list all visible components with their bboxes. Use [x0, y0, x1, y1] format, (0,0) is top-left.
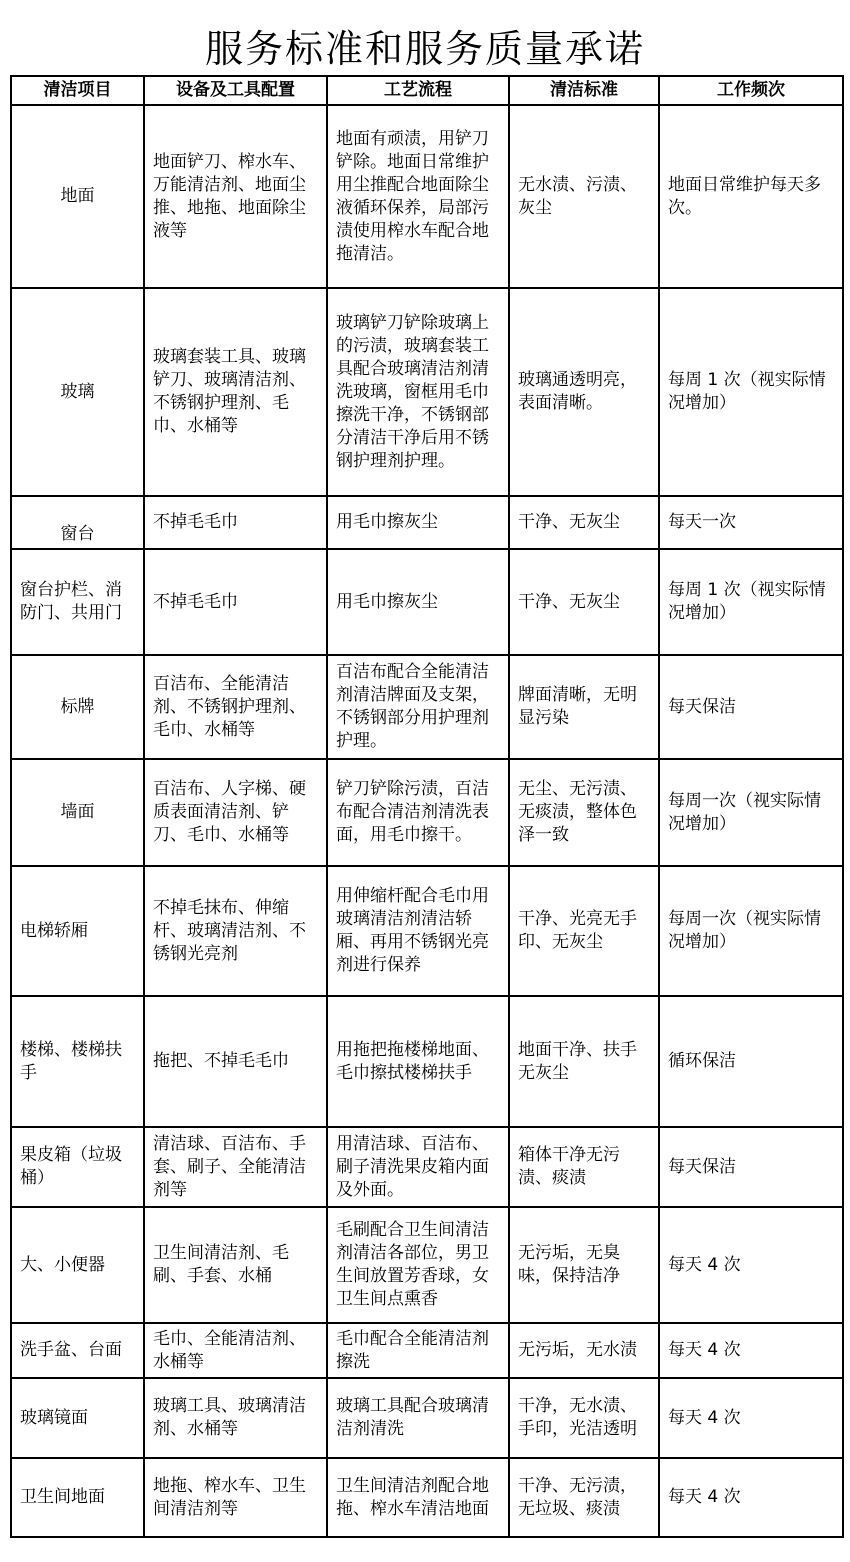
cell-standard: 无尘、无污渍、无痰渍，整体色泽一致: [509, 759, 659, 866]
table-row: [11, 105, 843, 288]
column-header-frequency: 工作频次: [659, 76, 843, 105]
table-row: [11, 1378, 843, 1458]
cell-standard: 干净、光亮无手印、无灰尘: [509, 866, 659, 996]
cell-frequency: 每天一次: [659, 496, 843, 549]
cell-process: 用清洁球、百洁布、刷子清洗果皮箱内面及外面。: [327, 1127, 509, 1207]
cell-process: 用伸缩杆配合毛巾用玻璃清洁剂清洁轿厢、再用不锈钢光亮剂进行保养: [327, 866, 509, 996]
table-row: [11, 549, 843, 655]
cell-process: 毛巾配合全能清洁剂擦洗: [327, 1323, 509, 1378]
cell-standard: 干净、无灰尘: [509, 496, 659, 549]
cell-frequency: 地面日常维护每天多次。: [659, 105, 843, 288]
cell-equipment: 拖把、不掉毛毛巾: [144, 996, 327, 1127]
column-header-standard: 清洁标准: [509, 76, 659, 105]
table-row: [11, 1458, 843, 1537]
cell-standard: 干净、无污渍，无垃圾、痰渍: [509, 1458, 659, 1537]
cell-equipment: 地拖、榨水车、卫生间清洁剂等: [144, 1458, 327, 1537]
cell-process: 地面有顽渍，用铲刀铲除。地面日常维护用尘推配合地面除尘液循环保养，局部污渍使用榨水车配合地拖清洁。: [327, 105, 509, 288]
cell-frequency: 每天 4 次: [659, 1458, 843, 1537]
table-row: [11, 288, 843, 496]
cell-standard: 无污垢，无水渍: [509, 1323, 659, 1378]
page-title: 服务标准和服务质量承诺: [204, 27, 645, 71]
cell-item: 墙面: [11, 759, 144, 866]
cell-frequency: 每周 1 次（视实际情况增加）: [659, 288, 843, 496]
cell-item: 洗手盆、台面: [11, 1323, 144, 1378]
cell-equipment: 玻璃套装工具、玻璃铲刀、玻璃清洁剂、不锈钢护理剂、毛巾、水桶等: [144, 288, 327, 496]
cell-process: 用拖把拖楼梯地面、毛巾擦拭楼梯扶手: [327, 996, 509, 1127]
cell-item: 电梯轿厢: [11, 866, 144, 996]
cell-item: 果皮箱（垃圾桶）: [11, 1127, 144, 1207]
table-row: [11, 866, 843, 996]
table-header-row: [11, 76, 843, 105]
column-header-process: 工艺流程: [327, 76, 509, 105]
cell-frequency: 每天 4 次: [659, 1323, 843, 1378]
cell-standard: 箱体干净无污渍、痰渍: [509, 1127, 659, 1207]
cell-frequency: 循环保洁: [659, 996, 843, 1127]
cell-process: 用毛巾擦灰尘: [327, 549, 509, 655]
cell-frequency: 每周一次（视实际情况增加）: [659, 759, 843, 866]
service-standard-table: [10, 75, 844, 1538]
cell-equipment: 不掉毛抹布、伸缩杆、玻璃清洁剂、不锈钢光亮剂: [144, 866, 327, 996]
cell-equipment: 地面铲刀、榨水车、万能清洁剂、地面尘推、地拖、地面除尘液等: [144, 105, 327, 288]
cell-standard: 牌面清晰，无明显污染: [509, 655, 659, 759]
cell-process: 百洁布配合全能清洁剂清洁牌面及支架，不锈钢部分用护理剂护理。: [327, 655, 509, 759]
cell-standard: 干净，无水渍、手印，光洁透明: [509, 1378, 659, 1458]
table-row: [11, 759, 843, 866]
cell-frequency: 每天 4 次: [659, 1207, 843, 1323]
cell-item: 标牌: [11, 655, 144, 759]
cell-equipment: 清洁球、百洁布、手套、刷子、全能清洁剂等: [144, 1127, 327, 1207]
cell-equipment: 玻璃工具、玻璃清洁剂、水桶等: [144, 1378, 327, 1458]
cell-frequency: 每周一次（视实际情况增加）: [659, 866, 843, 996]
cell-process: 玻璃铲刀铲除玻璃上的污渍，玻璃套装工具配合玻璃清洁剂清洗玻璃，窗框用毛巾擦洗干净，不锈钢部分清洁干净后用不锈钢护理剂护理。: [327, 288, 509, 496]
cell-standard: 无污垢，无臭味，保持洁净: [509, 1207, 659, 1323]
cell-standard: 无水渍、污渍、灰尘: [509, 105, 659, 288]
cell-equipment: 不掉毛毛巾: [144, 549, 327, 655]
column-header-item: 清洁项目: [11, 76, 144, 105]
cell-process: 毛刷配合卫生间清洁剂清洁各部位，男卫生间放置芳香球，女卫生间点熏香: [327, 1207, 509, 1323]
cell-standard: 玻璃通透明亮，表面清晰。: [509, 288, 659, 496]
table-row: [11, 1127, 843, 1207]
cell-item: 大、小便器: [11, 1207, 144, 1323]
cell-equipment: 百洁布、全能清洁剂、不锈钢护理剂、毛巾、水桶等: [144, 655, 327, 759]
table-row: [11, 655, 843, 759]
cell-item: 玻璃镜面: [11, 1378, 144, 1458]
cell-process: 铲刀铲除污渍，百洁布配合清洁剂清洗表面，用毛巾擦干。: [327, 759, 509, 866]
cell-frequency: 每周 1 次（视实际情况增加）: [659, 549, 843, 655]
table-row: [11, 1323, 843, 1378]
cell-frequency: 每天保洁: [659, 1127, 843, 1207]
column-header-equipment: 设备及工具配置: [144, 76, 327, 105]
cell-item: 窗台: [11, 496, 144, 549]
cell-item: 玻璃: [11, 288, 144, 496]
cell-item: 地面: [11, 105, 144, 288]
cell-equipment: 不掉毛毛巾: [144, 496, 327, 549]
cell-frequency: 每天 4 次: [659, 1378, 843, 1458]
cell-equipment: 百洁布、人字梯、硬质表面清洁剂、铲刀、毛巾、水桶等: [144, 759, 327, 866]
cell-process: 玻璃工具配合玻璃清洁剂清洗: [327, 1378, 509, 1458]
table-row: [11, 496, 843, 549]
cell-equipment: 毛巾、全能清洁剂、水桶等: [144, 1323, 327, 1378]
cell-process: 卫生间清洁剂配合地拖、榨水车清洁地面: [327, 1458, 509, 1537]
cell-equipment: 卫生间清洁剂、毛刷、手套、水桶: [144, 1207, 327, 1323]
cell-item: 楼梯、楼梯扶手: [11, 996, 144, 1127]
cell-item: 卫生间地面: [11, 1458, 144, 1537]
table-row: [11, 1207, 843, 1323]
table-row: [11, 996, 843, 1127]
cell-item: 窗台护栏、消防门、共用门: [11, 549, 144, 655]
cell-standard: 干净、无灰尘: [509, 549, 659, 655]
cell-frequency: 每天保洁: [659, 655, 843, 759]
cell-process: 用毛巾擦灰尘: [327, 496, 509, 549]
cell-standard: 地面干净、扶手无灰尘: [509, 996, 659, 1127]
